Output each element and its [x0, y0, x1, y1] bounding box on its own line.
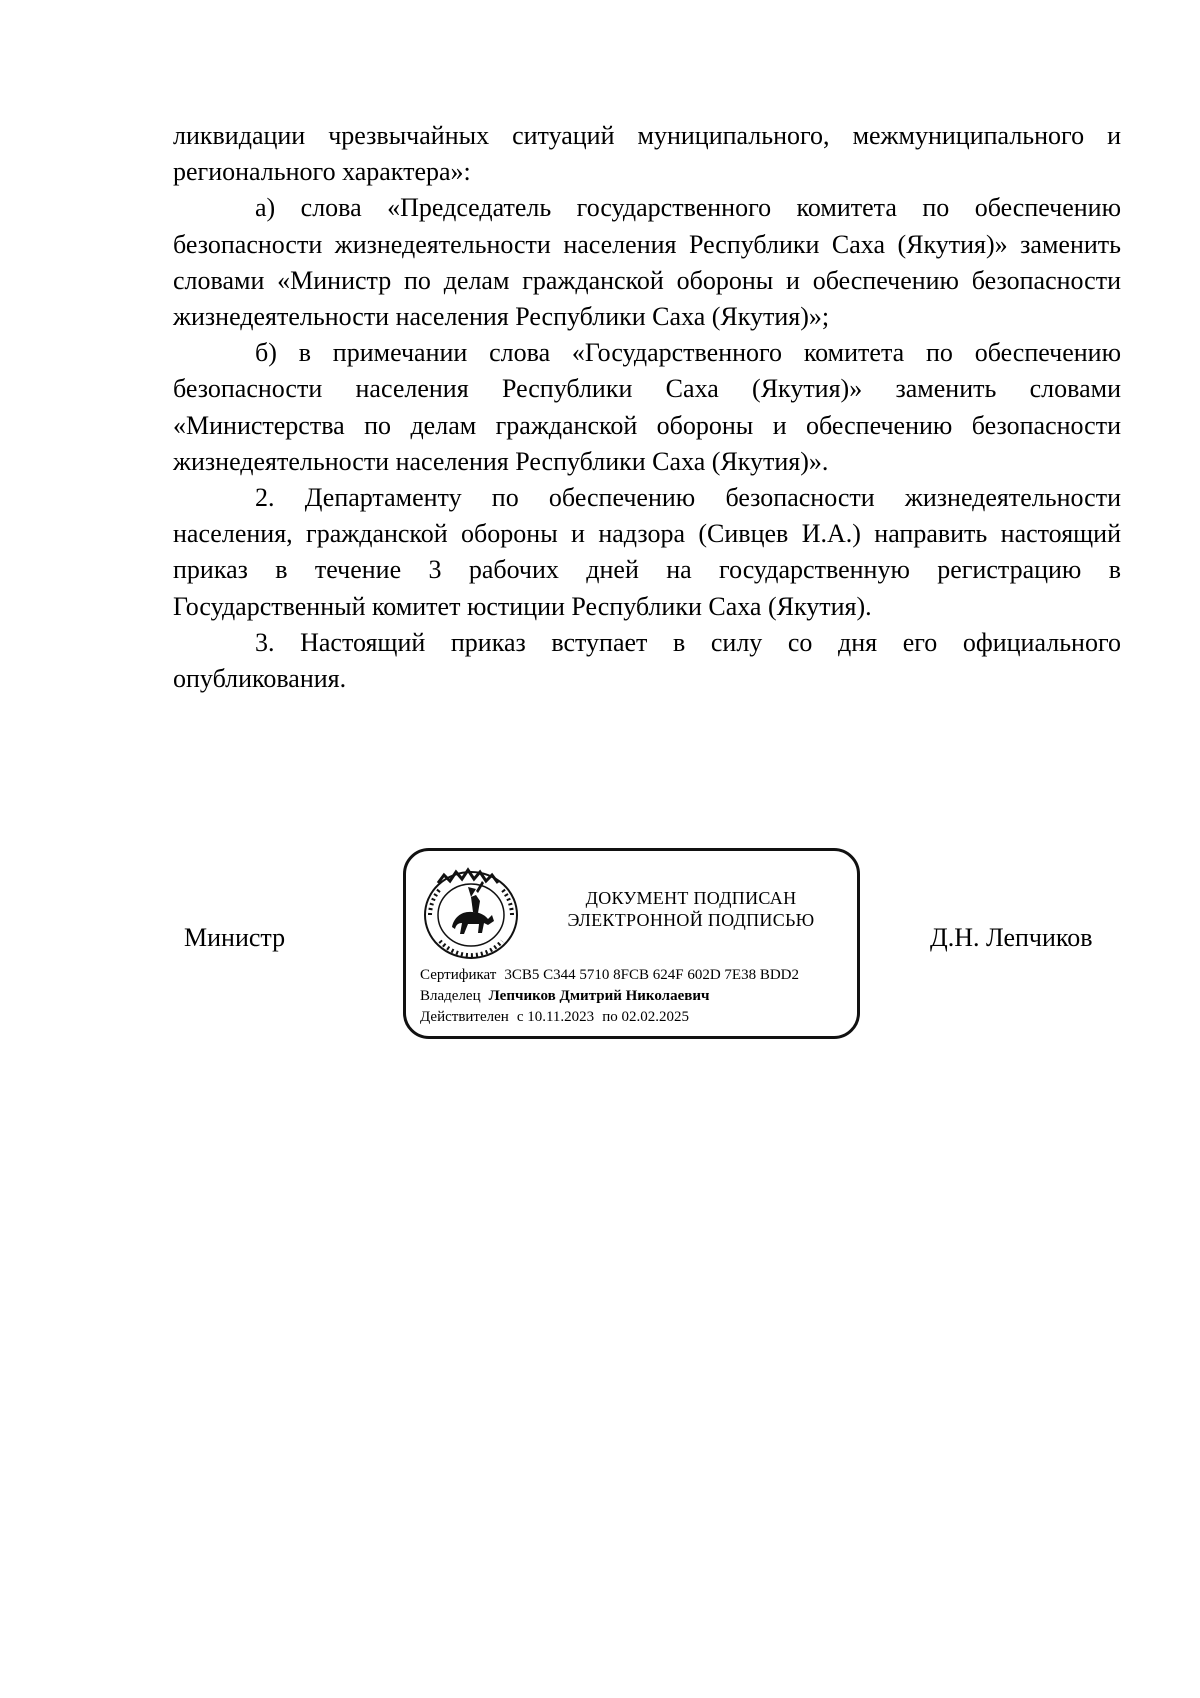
stamp-owner-line: [420, 986, 850, 1007]
certificate-value: 3CB5 C344 5710 8FCB 624F 602D 7E38 BDD2: [504, 967, 799, 983]
valid-from-label: с: [516, 1009, 524, 1025]
paragraph-subitem-b: б) в примечании слова «Государственного комитета по обеспечению безопасности населения Республики Саха (Якутия)» заменить словами «Министерства по делам гражданской обороны и обеспечению безопасности жизнедеятельности населения Республики Саха (Якутия)».: [173, 338, 1121, 476]
stamp-details: [420, 965, 850, 1028]
document-body: [173, 118, 1121, 697]
stamp-heading-line-1: ДОКУМЕНТ ПОДПИСАН: [585, 888, 797, 908]
certificate-label: Сертификат: [420, 967, 497, 983]
owner-label: Владелец: [420, 988, 481, 1004]
paragraph-subitem-a: а) слова «Председатель государственного комитета по обеспечению безопасности жизнедеятельности населения Республики Саха (Якутия)» заменить словами «Министр по делам гражданской обороны и обеспечению безопасности жизнедеятельности населения Республики Саха (Якутия)»;: [173, 193, 1121, 332]
valid-from-date: 10.11.2023: [527, 1009, 595, 1025]
valid-to-label: по: [602, 1009, 618, 1025]
stamp-certificate-line: [420, 965, 850, 986]
paragraph-item-2: 2. Департаменту по обеспечению безопасности жизнедеятельности населения, гражданской обороны и надзора (Сивцев И.А.) направить настоящий приказ в течение 3 рабочих дней на государственную регистрацию в Государственный комитет юстиции Республики Саха (Якутия).: [173, 483, 1121, 621]
signatory-title: Министр: [184, 923, 286, 952]
signatory-name: Д.Н. Лепчиков: [930, 923, 1093, 952]
stamp-heading-line-2: ЭЛЕКТРОННОЙ ПОДПИСЬЮ: [567, 910, 815, 930]
stamp-heading: [536, 887, 846, 931]
paragraph-item-3: 3. Настоящий приказ вступает в силу со дня его официального опубликования.: [173, 627, 1121, 694]
validity-label: Действителен: [420, 1009, 509, 1025]
electronic-signature-stamp: [403, 848, 860, 1039]
coat-of-arms-icon: [418, 861, 524, 961]
stamp-validity-line: [420, 1007, 850, 1028]
owner-value: Лепчиков Дмитрий Николаевич: [488, 988, 710, 1004]
paragraph-continuation: ликвидации чрезвычайных ситуаций муниципального, межмуниципального и регионального характера»:: [173, 121, 1121, 187]
valid-to-date: 02.02.2025: [621, 1009, 689, 1025]
